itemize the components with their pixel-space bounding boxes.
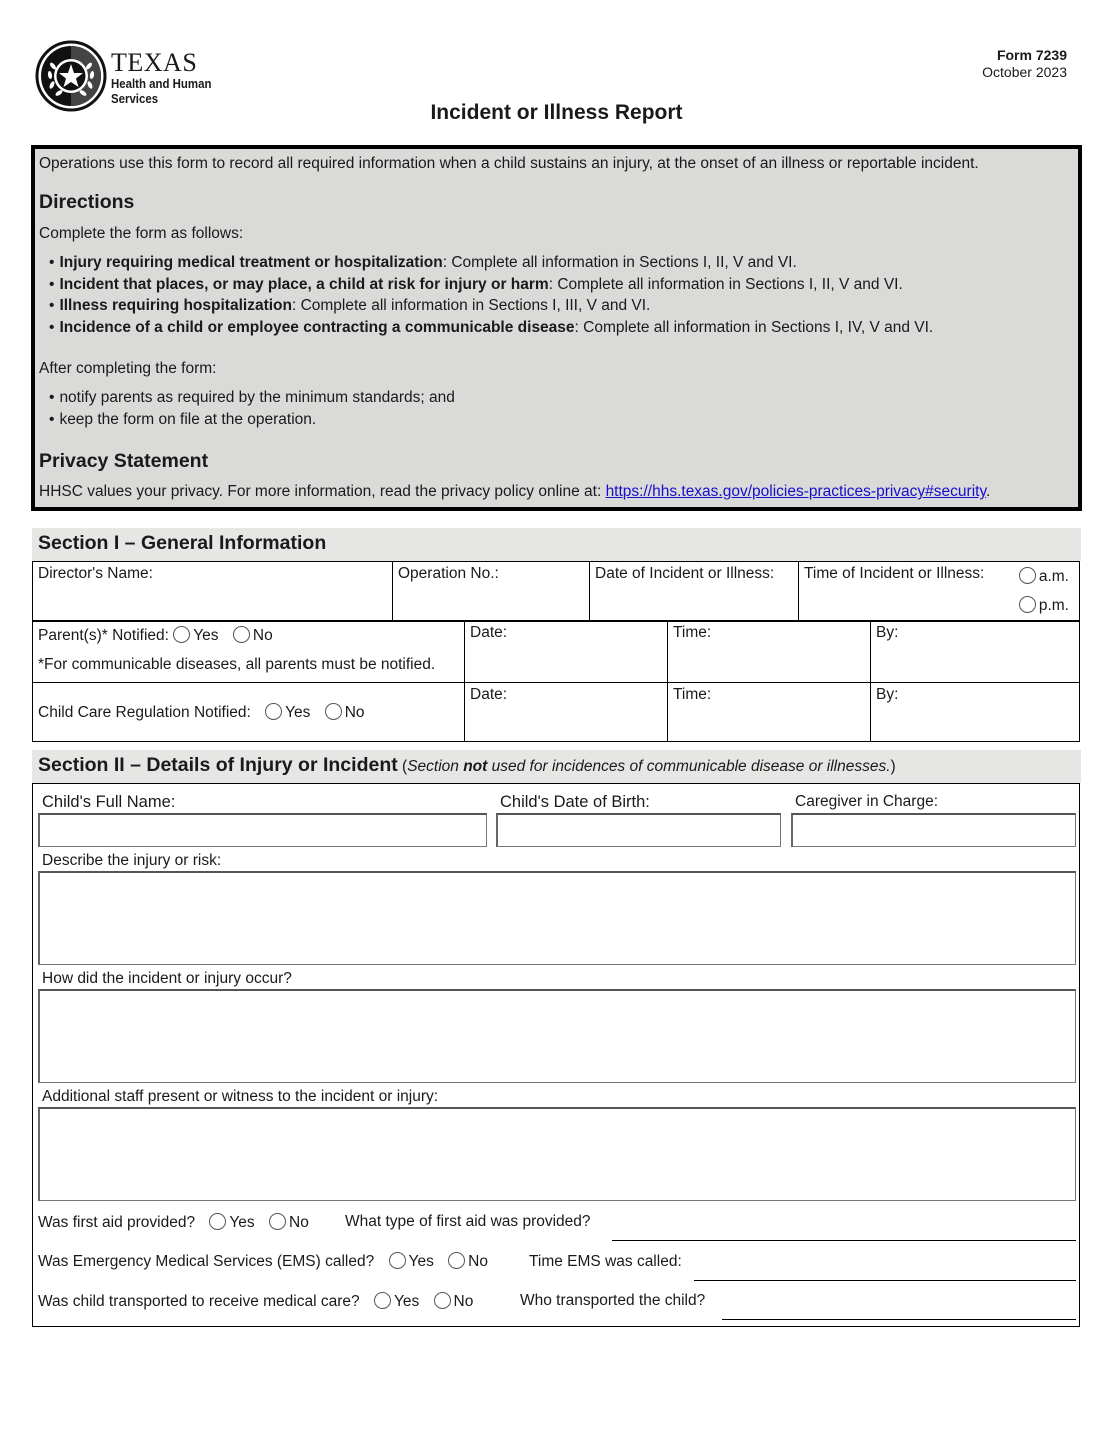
ccr-time-field[interactable]: Time: xyxy=(668,683,871,742)
am-radio[interactable]: a.m. xyxy=(1019,567,1069,586)
section-2-note: (Section not used for incidences of communicable disease or illnesses.) xyxy=(397,758,896,775)
form-number: Form 7239 xyxy=(996,47,1067,63)
parents-notified-cell: Parent(s)* Notified: Yes No *For communicable diseases, all parents must be notified. xyxy=(33,621,465,683)
radio-circle-icon xyxy=(374,1292,391,1309)
after-list xyxy=(39,387,1074,430)
parents-no-radio[interactable]: No xyxy=(233,627,273,644)
ems-yes-radio[interactable]: Yes xyxy=(389,1253,434,1270)
ems-question: Was Emergency Medical Services (EMS) called? Yes No xyxy=(38,1253,488,1270)
logo-texas-text: TEXAS xyxy=(111,48,198,77)
radio-circle-icon xyxy=(325,703,342,720)
page-title: Incident or Illness Report xyxy=(430,101,683,124)
caregiver-input[interactable] xyxy=(791,813,1076,847)
date-of-incident-field[interactable]: Date of Incident or Illness: xyxy=(590,562,799,622)
radio-circle-icon xyxy=(265,703,282,720)
radio-circle-icon xyxy=(233,626,250,643)
radio-circle-icon xyxy=(448,1252,465,1269)
section-1-heading: Section I – General Information xyxy=(32,528,1081,561)
directions-lead: Complete the form as follows: xyxy=(39,225,244,242)
ccr-no-radio[interactable]: No xyxy=(325,704,365,721)
directions-list xyxy=(39,252,1074,339)
instructions-box xyxy=(31,145,1082,511)
radio-circle-icon xyxy=(173,626,190,643)
pm-radio[interactable]: p.m. xyxy=(1019,596,1069,615)
radio-circle-icon xyxy=(209,1213,226,1230)
directors-name-field[interactable]: Director's Name: xyxy=(33,562,393,622)
child-name-input[interactable] xyxy=(38,813,487,847)
describe-label: Describe the injury or risk: xyxy=(42,852,222,869)
child-dob-label: Child's Date of Birth: xyxy=(500,793,650,811)
after-lead: After completing the form: xyxy=(39,359,217,377)
parents-time-field[interactable]: Time: xyxy=(668,621,871,683)
witness-textarea[interactable] xyxy=(38,1107,1076,1201)
first-aid-question: Was first aid provided? Yes No xyxy=(38,1214,309,1231)
first-aid-no-radio[interactable]: No xyxy=(269,1214,309,1231)
ccr-yes-radio[interactable]: Yes xyxy=(265,704,310,721)
transport-yes-radio[interactable]: Yes xyxy=(374,1293,419,1310)
section-1-table-notify xyxy=(32,620,1080,742)
section-2-heading: Section II – Details of Injury or Incident (Section not used for incidences of communicable disease or illnesses.) xyxy=(32,750,1081,783)
first-aid-type-input[interactable] xyxy=(612,1240,1076,1241)
ems-time-label: Time EMS was called: xyxy=(529,1253,682,1270)
first-aid-yes-radio[interactable]: Yes xyxy=(209,1214,254,1231)
radio-circle-icon xyxy=(1019,567,1036,584)
how-textarea[interactable] xyxy=(38,989,1076,1083)
after-item: • notify parents as required by the minimum standards; and xyxy=(49,387,1074,409)
privacy-text: HHSC values your privacy. For more information, read the privacy policy online at: https://hhs.texas.gov/policies-practices-privacy#security. xyxy=(39,483,991,501)
ems-time-input[interactable] xyxy=(694,1280,1076,1281)
parents-by-field[interactable]: By: xyxy=(871,621,1080,683)
ccr-date-field[interactable]: Date: xyxy=(465,683,668,742)
after-item: • keep the form on file at the operation. xyxy=(49,409,1074,431)
direction-item: • Incidence of a child or employee contracting a communicable disease: Complete all information in Sections I, IV, V and VI. xyxy=(49,317,1074,339)
section-2-body xyxy=(32,783,1080,1327)
transport-who-input[interactable] xyxy=(722,1319,1076,1320)
directions-heading: Directions xyxy=(39,191,135,213)
radio-circle-icon xyxy=(1019,596,1036,613)
child-dob-input[interactable] xyxy=(496,813,781,847)
logo-line1: Health and Human xyxy=(111,76,212,91)
ccr-notified-cell: Child Care Regulation Notified: Yes No xyxy=(33,683,465,742)
transport-question: Was child transported to receive medical care? Yes No xyxy=(38,1293,474,1310)
operation-no-field[interactable]: Operation No.: xyxy=(393,562,590,622)
form-date: October 2023 xyxy=(982,64,1067,80)
direction-item: • Incident that places, or may place, a child at risk for injury or harm: Complete all information in Sections I, II, V and VI. xyxy=(49,274,1074,296)
privacy-link[interactable]: https://hhs.texas.gov/policies-practices-privacy#security xyxy=(605,483,987,501)
logo-line2: Services xyxy=(111,91,159,106)
direction-item: • Illness requiring hospitalization: Complete all information in Sections I, III, V and VI. xyxy=(49,295,1074,317)
parents-yes-radio[interactable]: Yes xyxy=(173,627,218,644)
direction-item: • Injury requiring medical treatment or hospitalization: Complete all information in Sections I, II, V and VI. xyxy=(49,252,1074,274)
radio-circle-icon xyxy=(389,1252,406,1269)
form-info xyxy=(982,47,1067,81)
radio-circle-icon xyxy=(269,1213,286,1230)
parents-date-field[interactable]: Date: xyxy=(465,621,668,683)
section-1-table-row1 xyxy=(32,561,1080,622)
privacy-heading: Privacy Statement xyxy=(39,450,209,473)
caregiver-label: Caregiver in Charge: xyxy=(795,793,939,810)
ccr-by-field[interactable]: By: xyxy=(871,683,1080,742)
purpose-text: Operations use this form to record all required information when a child sustains an injury, at the onset of an illness or reportable incident. xyxy=(39,155,979,172)
how-label: How did the incident or injury occur? xyxy=(42,970,292,987)
radio-circle-icon xyxy=(434,1292,451,1309)
time-of-incident-field[interactable]: Time of Incident or Illness: a.m. p.m. xyxy=(799,562,1080,622)
witness-label: Additional staff present or witness to the incident or injury: xyxy=(42,1088,439,1105)
parents-note: *For communicable diseases, all parents must be notified. xyxy=(38,656,436,673)
ems-no-radio[interactable]: No xyxy=(448,1253,488,1270)
transport-no-radio[interactable]: No xyxy=(434,1293,474,1310)
transport-who-label: Who transported the child? xyxy=(520,1292,706,1309)
child-name-label: Child's Full Name: xyxy=(42,793,176,811)
first-aid-type-label: What type of first aid was provided? xyxy=(345,1213,591,1230)
describe-textarea[interactable] xyxy=(38,871,1076,965)
